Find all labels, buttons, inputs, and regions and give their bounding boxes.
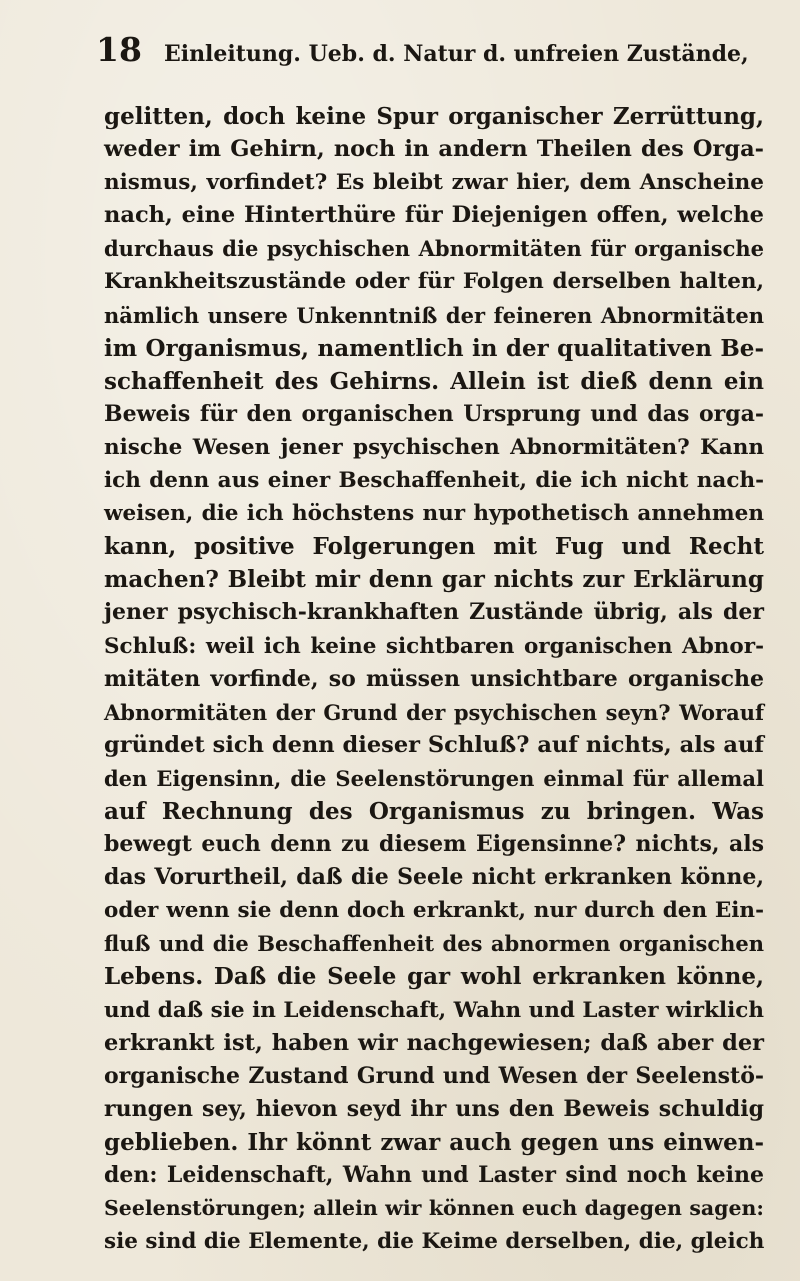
text-line: das Vorurtheil, daß die Seele nicht erkranken könne, [104,864,764,891]
text-line: Seelenstörungen; allein wir können euch dagegen sagen: [104,1196,764,1221]
text-line: kann, positive Folgerungen mit Fug und Recht [104,533,764,561]
text-line: ich denn aus einer Beschaffenheit, die ich nicht nach- [104,468,764,494]
text-line: nische Wesen jener psychischen Abnormitäten? Kann [104,434,764,460]
text-line: bewegt euch denn zu diesem Eigensinne? nichts, als [104,831,764,858]
text-line: Lebens. Daß die Seele gar wohl erkranken könne, [104,963,764,991]
text-line: nach, eine Hinterthüre für Diejenigen offen, welche [104,202,764,229]
text-line: erkrankt ist, haben wir nachgewiesen; daß aber der [104,1029,764,1056]
text-line: den Eigensinn, die Seelenstörungen einmal für allemal [104,765,764,791]
text-line: organische Zustand Grund und Wesen der Seelenstö- [104,1062,764,1089]
text-line: weder im Gehirn, noch in andern Theilen des Orga- [104,136,764,163]
text-line: fluß und die Beschaffenheit des abnormen organischen [104,931,764,957]
text-line: weisen, die ich höchstens nur hypothetisch annehmen [104,501,764,527]
text-line: den: Leidenschaft, Wahn und Laster sind noch keine [104,1162,764,1188]
text-line: durchaus die psychischen Abnormitäten für organische [104,236,764,262]
text-line: gelitten, doch keine Spur organischer Zerrüttung, [104,103,764,130]
text-line: mitäten vorfinde, so müssen unsichtbare organische [104,665,764,692]
text-line: Beweis für den organischen Ursprung und das orga- [104,400,764,427]
text-line: rungen sey, hievon seyd ihr uns den Beweis schuldig [104,1095,764,1122]
text-line: gründet sich denn dieser Schluß? auf nichts, als auf [104,731,764,758]
text-line: im Organismus, namentlich in der qualitativen Be- [104,334,764,362]
text-line: sie sind die Elemente, die Keime derselben, die, gleich [104,1229,765,1255]
text-line: geblieben. Ihr könnt zwar auch gegen uns einwen- [104,1128,764,1156]
page-number: 18 [96,30,142,69]
text-line: Schluß: weil ich keine sichtbaren organischen Abnor- [104,633,764,659]
text-line: auf Rechnung des Organismus zu bringen. Was [104,797,764,825]
text-line: jener psychisch-krankhaften Zustände übrig, als der [104,599,764,626]
text-line: nämlich unsere Unkenntniß der feineren Abnormitäten [104,302,764,328]
text-line: oder wenn sie denn doch erkrankt, nur durch den Ein- [104,898,764,924]
running-header [96,30,766,92]
running-title: Einleitung. Ueb. d. Natur d. unfreien Zustände, [163,41,749,67]
text-line: Abnormitäten der Grund der psychischen seyn? Worauf [104,699,764,725]
text-line: machen? Bleibt mir denn gar nichts zur Erklärung [104,566,764,594]
text-line: und daß sie in Leidenschaft, Wahn und Laster wirklich [104,997,764,1023]
text-line: schaffenheit des Gehirns. Allein ist dieß denn ein [104,367,764,395]
text-line: Krankheitszustände oder für Folgen derselben halten, [104,269,764,295]
body-text [104,100,764,1258]
text-line: nismus, vorfindet? Es bleibt zwar hier, dem Anscheine [104,170,764,196]
